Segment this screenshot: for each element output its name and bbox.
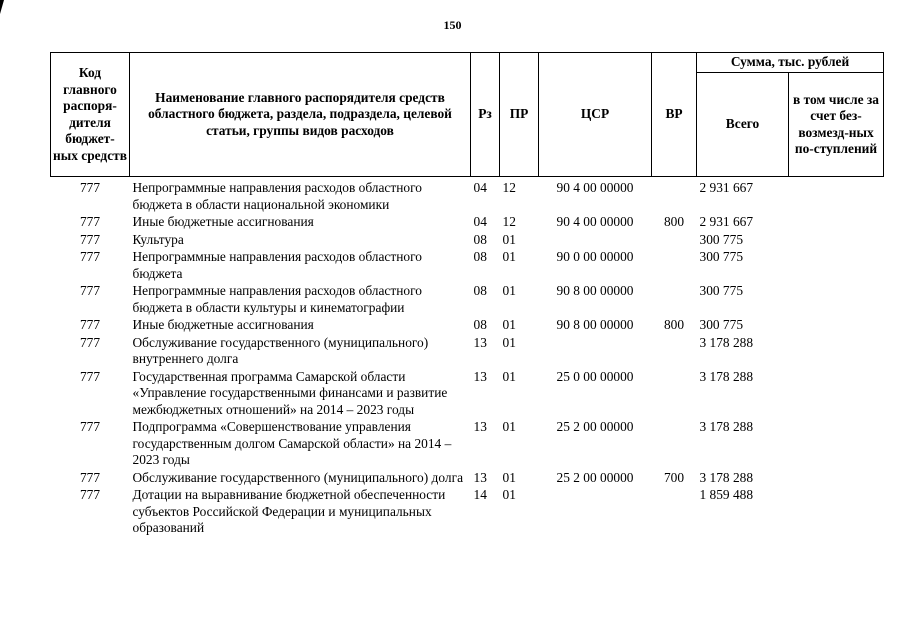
scan-corner-mark xyxy=(0,0,4,14)
cell-vr xyxy=(652,177,697,215)
cell-name: Культура xyxy=(132,231,184,247)
cell-total: 300 775 xyxy=(699,231,744,247)
header-sum: Сумма, тыс. рублей xyxy=(697,53,884,73)
table-row xyxy=(51,232,884,250)
header-csr: ЦСР xyxy=(539,53,652,177)
cell-free xyxy=(789,283,884,317)
cell-name: Обслуживание государственного (муниципального) долга xyxy=(132,469,464,485)
cell-pr: 01 xyxy=(502,334,516,350)
cell-pr: 12 xyxy=(502,214,516,229)
cell-code: 777 xyxy=(79,231,101,247)
cell-name: Обслуживание государственного (муниципального) внутреннего долга xyxy=(132,334,429,366)
cell-total: 300 775 xyxy=(699,283,744,298)
cell-pr: 01 xyxy=(502,283,516,298)
cell-csr xyxy=(539,232,652,250)
header-pr: ПР xyxy=(500,53,539,177)
table-row xyxy=(51,177,884,215)
table-row xyxy=(51,317,884,335)
cell-rz: 13 xyxy=(473,368,487,384)
budget-table xyxy=(50,52,884,538)
cell-vr xyxy=(652,232,697,250)
table-row xyxy=(51,487,884,538)
cell-rz: 08 xyxy=(473,249,487,264)
header-vr: ВР xyxy=(652,53,697,177)
cell-rz: 14 xyxy=(473,487,487,502)
cell-vr: 700 xyxy=(663,469,685,485)
cell-vr xyxy=(652,419,697,470)
cell-csr xyxy=(539,487,652,538)
cell-csr: 25 0 00 00000 xyxy=(556,368,634,384)
cell-vr xyxy=(652,369,697,420)
cell-total: 1 859 488 xyxy=(699,487,754,502)
cell-vr xyxy=(652,335,697,369)
cell-rz: 13 xyxy=(473,334,487,350)
cell-free xyxy=(789,470,884,488)
cell-vr xyxy=(652,283,697,317)
table-row xyxy=(51,283,884,317)
cell-pr: 01 xyxy=(502,368,516,384)
cell-csr: 25 2 00 00000 xyxy=(556,469,634,485)
cell-total: 300 775 xyxy=(699,317,744,332)
cell-rz: 08 xyxy=(473,283,487,298)
cell-code: 777 xyxy=(79,334,101,350)
cell-free xyxy=(789,419,884,470)
cell-name: Иные бюджетные ассигнования xyxy=(132,214,314,229)
cell-pr: 01 xyxy=(502,469,516,485)
cell-vr xyxy=(652,487,697,538)
cell-name: Иные бюджетные ассигнования xyxy=(132,317,314,332)
header-free: в том числе за счет без-возмезд-ных по-ступлений xyxy=(789,73,884,177)
cell-total: 300 775 xyxy=(699,249,744,264)
cell-pr: 01 xyxy=(502,249,516,264)
cell-total: 3 178 288 xyxy=(699,368,754,384)
cell-vr: 800 xyxy=(663,317,685,332)
cell-free xyxy=(789,369,884,420)
cell-free xyxy=(789,232,884,250)
header-rz: Рз xyxy=(471,53,500,177)
cell-vr: 800 xyxy=(663,214,685,229)
header-total: Всего xyxy=(697,73,789,177)
table-row xyxy=(51,335,884,369)
cell-total: 3 178 288 xyxy=(699,334,754,350)
cell-csr: 25 2 00 00000 xyxy=(556,419,634,434)
cell-code: 777 xyxy=(79,180,101,195)
table-row xyxy=(51,470,884,488)
cell-csr: 90 8 00 00000 xyxy=(556,317,634,332)
table-row xyxy=(51,419,884,470)
page-number: 150 xyxy=(443,18,462,32)
table-row xyxy=(51,249,884,283)
cell-name: Дотации на выравнивание бюджетной обеспеченности субъектов Российской Федерации и муниципальных образований xyxy=(132,487,446,535)
cell-rz: 04 xyxy=(473,180,487,195)
cell-name: Непрограммные направления расходов областного бюджета xyxy=(132,249,422,281)
header-code: Код главного распоря-дителя бюджет-ных средств xyxy=(51,53,130,177)
cell-name: Непрограммные направления расходов областного бюджета в области национальной экономики xyxy=(132,180,422,212)
cell-total: 3 178 288 xyxy=(699,419,754,434)
cell-code: 777 xyxy=(79,283,101,298)
cell-csr: 90 4 00 00000 xyxy=(556,214,634,229)
table-row xyxy=(51,369,884,420)
table-body xyxy=(51,177,884,538)
cell-rz: 08 xyxy=(473,317,487,332)
table-row xyxy=(51,214,884,232)
cell-csr: 90 4 00 00000 xyxy=(556,180,634,195)
cell-name: Непрограммные направления расходов областного бюджета в области культуры и кинематографии xyxy=(132,283,422,315)
cell-code: 777 xyxy=(79,214,101,229)
cell-free xyxy=(789,317,884,335)
cell-code: 777 xyxy=(79,249,101,264)
cell-csr: 90 0 00 00000 xyxy=(556,249,634,264)
cell-free xyxy=(789,214,884,232)
cell-csr xyxy=(539,335,652,369)
cell-pr: 01 xyxy=(502,487,516,502)
cell-pr: 12 xyxy=(502,180,516,195)
cell-rz: 08 xyxy=(473,231,487,247)
cell-rz: 13 xyxy=(473,469,487,485)
cell-pr: 01 xyxy=(502,419,516,434)
cell-code: 777 xyxy=(79,487,101,502)
cell-code: 777 xyxy=(79,368,101,384)
cell-rz: 04 xyxy=(473,214,487,229)
cell-rz: 13 xyxy=(473,419,487,434)
header-name: Наименование главного распорядителя средств областного бюджета, раздела, подраздела, целевой статьи, группы видов расходов xyxy=(130,53,471,177)
cell-total: 3 178 288 xyxy=(699,469,754,485)
cell-vr xyxy=(652,249,697,283)
cell-free xyxy=(789,249,884,283)
cell-pr: 01 xyxy=(502,317,516,332)
cell-total: 2 931 667 xyxy=(699,214,754,229)
cell-name: Государственная программа Самарской области «Управление государственными финансами и развитие межбюджетных отношений» на 2014 – 2023 годы xyxy=(132,368,448,417)
cell-code: 777 xyxy=(79,317,101,332)
cell-code: 777 xyxy=(79,419,101,434)
cell-code: 777 xyxy=(79,469,101,485)
cell-free xyxy=(789,177,884,215)
cell-csr: 90 8 00 00000 xyxy=(556,283,634,298)
cell-pr: 01 xyxy=(502,231,516,247)
cell-free xyxy=(789,487,884,538)
cell-name: Подпрограмма «Совершенствование управления государственным долгом Самарской области» на 2014 – 2023 годы xyxy=(132,419,452,467)
cell-total: 2 931 667 xyxy=(699,180,754,195)
cell-free xyxy=(789,335,884,369)
